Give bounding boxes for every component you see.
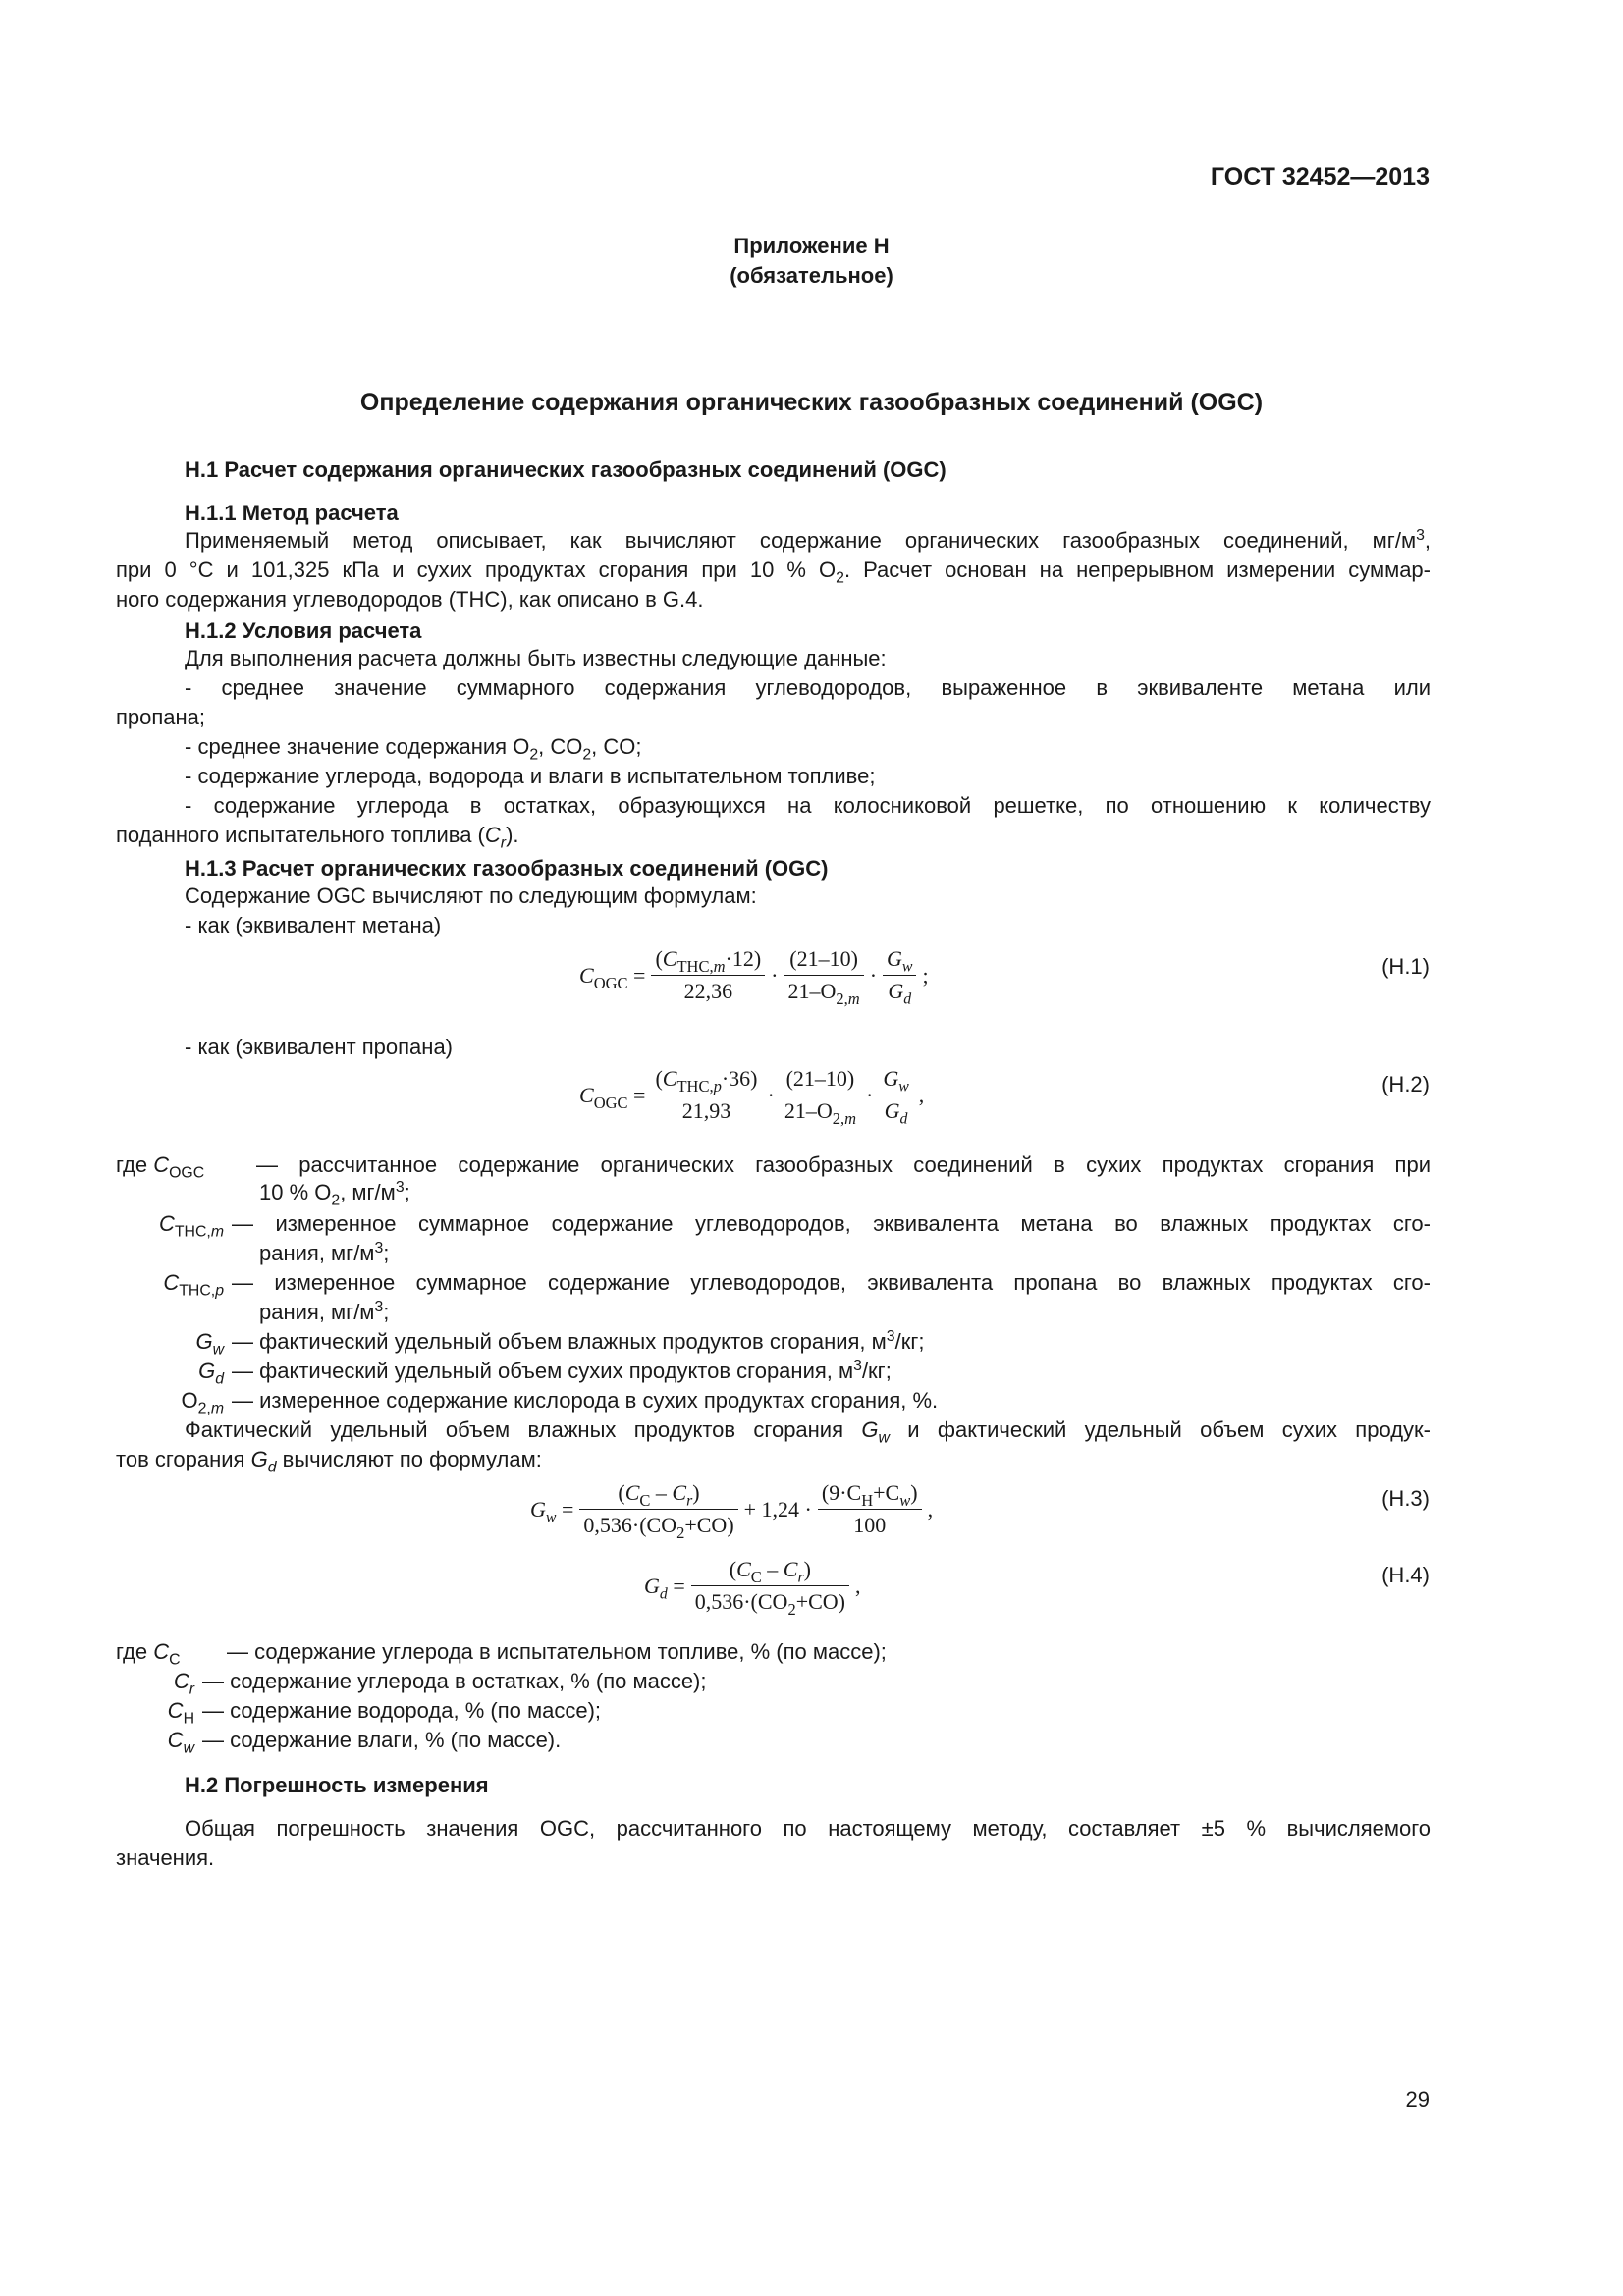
- paragraph-method-line1: Применяемый метод описывает, как вычисляют содержание органических газообразных соединений, $мг/м^3$,: [185, 527, 1431, 553]
- equation-number-h2: (Н.2): [1381, 1072, 1430, 1096]
- heading-h1: Н.1 Расчет содержания органических газообразных соединений (OGC): [185, 457, 947, 482]
- paragraph-gw-gd-line1: Фактический удельный объем влажных продуктов сгорания $G_w$ и фактический удельный объем сухих продук-: [185, 1417, 1431, 1447]
- list-item-4: - содержание углерода в остатках, образующихся на колосниковой решетке, по отношению к количеству: [185, 793, 1431, 818]
- list-item-3: - содержание углерода, водорода и влаги в испытательном топливе;: [185, 764, 876, 788]
- page-number: 29: [1405, 2087, 1430, 2111]
- label-methane: - как (эквивалент метана): [185, 913, 442, 937]
- formula-h2: $C_{OGC}$ = $\frac{(C_{THC,p}\cdot 36)}{21,93}$ · $\frac{(21-10)}{21-O_{2,m}}$ · $\frac{G_w}{G_d}$ ,: [579, 1066, 925, 1128]
- formula-h3: $G_w$ = $\frac{(C_C - C_r)}{0,536\cdot(CO_2+CO)}$ + 1,24 · $\frac{(9\cdot C_H+C_w)}{100}$ ,: [530, 1480, 934, 1542]
- definition-cogc-cont: 10 % $O_2$, $мг/м^3$;: [259, 1179, 410, 1209]
- definition-cthc-p-cont: рания, $мг/м^3$;: [259, 1299, 390, 1324]
- heading-h2: Н.2 Погрешность измерения: [185, 1773, 489, 1797]
- formula-h1: $C_{OGC}$ = $\frac{(C_{THC,m}\cdot 12)}{22,36}$ · $\frac{(21-10)}{21-O_{2,m}}$ · $\frac{G_w}{G_d}$ ;: [579, 946, 929, 1008]
- paragraph-method-line3: ного содержания углеводородов (THC), как описано в G.4.: [116, 587, 704, 612]
- paragraph-error-line2: значения.: [116, 1845, 215, 1870]
- list-item-1-cont: пропана;: [116, 705, 206, 729]
- paragraph-conditions-intro: Для выполнения расчета должны быть известны следующие данные:: [185, 646, 887, 670]
- list-item-2: - среднее значение содержания $O_2$, $CO_2$, CO;: [185, 734, 642, 764]
- list-item-4-cont: поданного испытательного топлива $(C_r)$.: [116, 823, 519, 852]
- equation-number-h4: (Н.4): [1381, 1563, 1430, 1587]
- heading-h1-1: Н.1.1 Метод расчета: [185, 501, 399, 525]
- equation-number-h3: (Н.3): [1381, 1486, 1430, 1511]
- label-propane: - как (эквивалент пропана): [185, 1035, 454, 1059]
- equation-number-h1: (Н.1): [1381, 954, 1430, 979]
- formula-h4: $G_d$ = $\frac{(C_C - C_r)}{0,536\cdot(CO_2+CO)}$ ,: [644, 1557, 861, 1619]
- document-id: ГОСТ 32452—2013: [1210, 163, 1430, 190]
- paragraph-method-line2: при 0 °С и 101,325 кПа и сухих продуктах сгорания при 10 % $O_2$. Расчет основан на непрерывном измерении суммар-: [116, 558, 1431, 587]
- paragraph-error-line1: Общая погрешность значения OGC, рассчитанного по настоящему методу, составляет ±5 % вычисляемого: [185, 1816, 1431, 1841]
- heading-h1-2: Н.1.2 Условия расчета: [185, 618, 422, 643]
- appendix-status: (обязательное): [730, 263, 893, 288]
- paragraph-gw-gd-line2: тов сгорания $G_d$ вычисляют по формулам:: [116, 1447, 542, 1476]
- appendix-label: Приложение Н: [733, 234, 890, 258]
- definition-cthc-m-cont: рания, $мг/м^3$;: [259, 1240, 390, 1265]
- heading-h1-3: Н.1.3 Расчет органических газообразных соединений (OGC): [185, 856, 829, 881]
- appendix-title: Определение содержания органических газообразных соединений (OGC): [359, 389, 1264, 416]
- list-item-1: - среднее значение суммарного содержания углеводородов, выраженное в эквиваленте метана или: [185, 675, 1431, 700]
- paragraph-formulas-intro: Содержание OGC вычисляют по следующим формулам:: [185, 883, 757, 908]
